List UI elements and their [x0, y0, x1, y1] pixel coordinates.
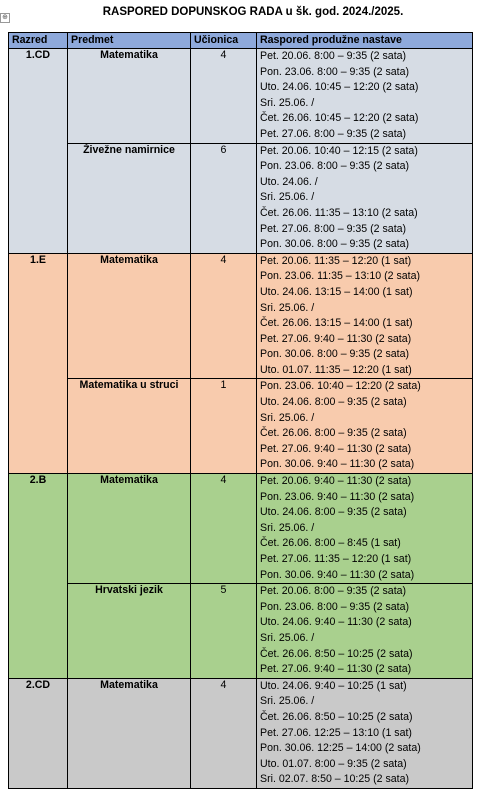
schedule-line: Sri. 25.06. / — [260, 521, 315, 534]
schedule-line: Pon. 23.06. 10:40 – 12:20 (2 sata) — [260, 380, 421, 393]
schedule-line: Sri. 25.06. / — [260, 96, 315, 109]
schedule-line: Čet. 26.06. 8:50 – 10:25 (2 sata) — [260, 710, 413, 723]
header-ucionica: Učionica — [191, 33, 257, 49]
cell-razred — [9, 584, 68, 679]
schedule-line: Čet. 26.06. 8:00 – 9:35 (2 sata) — [260, 427, 407, 440]
schedule-line: Uto. 24.06. / — [260, 175, 318, 188]
header-raspored: Raspored produžne nastave — [257, 33, 473, 49]
schedule-line: Pet. 20.06. 8:00 – 9:35 (2 sata) — [260, 585, 407, 598]
table-header-row — [9, 33, 473, 49]
cell-predmet: Matematika — [68, 253, 191, 379]
schedule-line: Pet. 27.06. 8:00 – 9:35 (2 sata) — [260, 127, 407, 140]
schedule-line: Uto. 24.06. 8:00 – 9:35 (2 sata) — [260, 506, 407, 519]
schedule-line: Pon. 23.06. 8:00 – 9:35 (2 sata) — [260, 160, 410, 173]
cell-predmet: Matematika — [68, 49, 191, 144]
schedule-line: Čet. 26.06. 8:00 – 8:45 (1 sat) — [260, 537, 401, 550]
header-razred: Razred — [9, 33, 68, 49]
cell-ucionica: 4 — [191, 678, 257, 788]
cell-razred — [9, 379, 68, 474]
cell-predmet: Matematika — [68, 678, 191, 788]
schedule-line: Čet. 26.06. 10:45 – 12:20 (2 sata) — [260, 112, 419, 125]
cell-raspored — [257, 49, 473, 144]
cell-raspored — [257, 379, 473, 474]
schedule-line: Uto. 24.06. 8:00 – 9:35 (2 sata) — [260, 396, 407, 409]
schedule-line: Pon. 30.06. 12:25 – 14:00 (2 sata) — [260, 742, 421, 755]
schedule-line: Uto. 24.06. 9:40 – 11:30 (2 sata) — [260, 616, 412, 629]
schedule-line: Sri. 02.07. 8:50 – 10:25 (2 sata) — [260, 773, 409, 786]
schedule-line: Uto. 24.06. 10:45 – 12:20 (2 sata) — [260, 81, 419, 94]
schedule-line: Pet. 20.06. 10:40 – 12:15 (2 sata) — [260, 144, 418, 157]
table-row — [9, 474, 473, 584]
schedule-line: Pon. 30.06. 8:00 – 9:35 (2 sata) — [260, 348, 410, 361]
cell-ucionica: 5 — [191, 584, 257, 679]
schedule-line: Uto. 24.06. 9:40 – 10:25 (1 sat) — [260, 679, 407, 692]
cell-raspored — [257, 474, 473, 584]
schedule-line: Uto. 01.07. 11:35 – 12:20 (1 sat) — [260, 363, 412, 376]
cell-ucionica: 4 — [191, 49, 257, 144]
cell-raspored — [257, 678, 473, 788]
schedule-line: Pet. 27.06. 9:40 – 11:30 (2 sata) — [260, 442, 412, 455]
cell-raspored — [257, 143, 473, 253]
schedule-line: Pet. 20.06. 11:35 – 12:20 (1 sat) — [260, 254, 412, 267]
schedule-line: Uto. 01.07. 8:00 – 9:35 (2 sata) — [260, 757, 407, 770]
schedule-line: Sri. 25.06. / — [260, 631, 315, 644]
table-row — [9, 143, 473, 253]
schedule-line: Pet. 27.06. 12:25 – 13:10 (1 sat) — [260, 726, 412, 739]
cell-ucionica: 4 — [191, 474, 257, 584]
schedule-line: Pet. 20.06. 9:40 – 11:30 (2 sata) — [260, 475, 412, 488]
schedule-line: Pet. 27.06. 8:00 – 9:35 (2 sata) — [260, 222, 407, 235]
schedule-line: Pet. 27.06. 11:35 – 12:20 (1 sat) — [260, 553, 412, 565]
cell-predmet: Matematika — [68, 474, 191, 584]
schedule-line: Pet. 27.06. 9:40 – 11:30 (2 sata) — [260, 332, 412, 345]
schedule-line: Pon. 23.06. 9:40 – 11:30 (2 sata) — [260, 490, 415, 503]
schedule-line: Čet. 26.06. 8:50 – 10:25 (2 sata) — [260, 647, 413, 660]
table-row — [9, 379, 473, 474]
cell-raspored — [257, 253, 473, 379]
table-row — [9, 253, 473, 379]
cell-predmet: Matematika u struci — [68, 379, 191, 474]
cell-razred: 2.CD — [9, 678, 68, 788]
schedule-line: Pon. 23.06. 8:00 – 9:35 (2 sata) — [260, 65, 410, 78]
cell-razred — [9, 143, 68, 253]
header-predmet: Predmet — [68, 33, 191, 49]
schedule-line: Pon. 30.06. 8:00 – 9:35 (2 sata) — [260, 238, 410, 251]
table-row — [9, 678, 473, 788]
table-row — [9, 49, 473, 144]
table-move-handle-icon[interactable]: ⊕ — [0, 13, 10, 23]
cell-razred: 2.B — [9, 474, 68, 584]
schedule-line: Čet. 26.06. 13:15 – 14:00 (1 sat) — [260, 317, 413, 330]
cell-razred: 1.CD — [9, 49, 68, 144]
schedule-line: Pet. 20.06. 8:00 – 9:35 (2 sata) — [260, 50, 407, 62]
schedule-line: Sri. 25.06. / — [260, 301, 315, 314]
cell-predmet: Hrvatski jezik — [68, 584, 191, 679]
schedule-line: Pon. 30.06. 9:40 – 11:30 (2 sata) — [260, 458, 415, 471]
schedule-line: Pet. 27.06. 9:40 – 11:30 (2 sata) — [260, 663, 412, 676]
cell-ucionica: 6 — [191, 143, 257, 253]
cell-ucionica: 1 — [191, 379, 257, 474]
schedule-line: Uto. 24.06. 13:15 – 14:00 (1 sat) — [260, 285, 413, 298]
table-row — [9, 584, 473, 679]
schedule-line: Pon. 23.06. 8:00 – 9:35 (2 sata) — [260, 600, 410, 613]
schedule-line: Sri. 25.06. / — [260, 191, 315, 204]
schedule-line: Pon. 30.06. 9:40 – 11:30 (2 sata) — [260, 568, 415, 581]
cell-raspored — [257, 584, 473, 679]
schedule-line: Čet. 26.06. 11:35 – 13:10 (2 sata) — [260, 206, 418, 219]
schedule-line: Pon. 23.06. 11:35 – 13:10 (2 sata) — [260, 270, 421, 283]
cell-predmet: Živežne namirnice — [68, 143, 191, 253]
cell-razred: 1.E — [9, 253, 68, 379]
schedule-table — [8, 32, 473, 789]
schedule-line: Sri. 25.06. / — [260, 411, 315, 424]
document-title: RASPORED DOPUNSKOG RADA u šk. god. 2024./2025. — [102, 6, 404, 18]
schedule-line: Sri. 25.06. / — [260, 695, 315, 708]
cell-ucionica: 4 — [191, 253, 257, 379]
